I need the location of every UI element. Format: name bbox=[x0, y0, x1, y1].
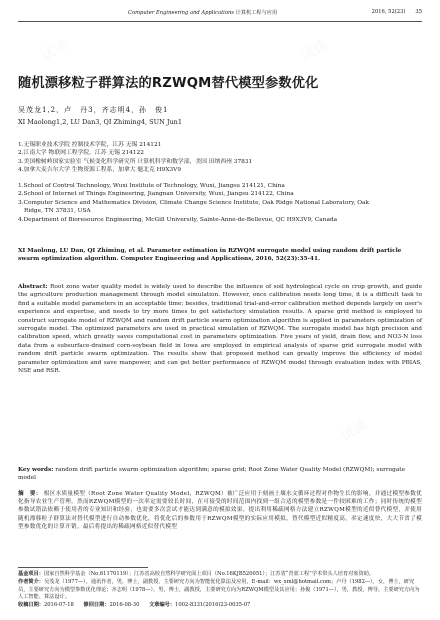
footnote-divider bbox=[18, 567, 148, 568]
abstract-cn bbox=[18, 490, 422, 531]
fund-text: 国家自然科学基金（No.61170119）；江苏省高校自然科学研究面上项目（No.16KJB520051）；江苏省“青蓝工程”学术带头人培育对象资助。 bbox=[43, 571, 375, 577]
affiliation-cn-item: 2.江南大学 物联网工程学院，江苏 无锡 214122 bbox=[18, 150, 144, 157]
watermark bbox=[337, 414, 371, 445]
article-number-label: 文章编号： bbox=[149, 602, 176, 609]
authors-en: XI Maolong1,2, LU Dan3, QI Zhiming4, SUN Jun1 bbox=[18, 118, 182, 126]
abstract-en-label: Abstract: bbox=[18, 284, 48, 290]
author-bio-text: 吴茂龙（1977—），通讯作者，男，博士，副教授，主要研究方向为智能优化算法及应用，E-mail：wx_xml@hotmail.com；卢丹（1982—），女，博士，研究员，主要研究方向为模型参数优化理论；齐志明（1978—），男，博士，副教授，主要研究方向为RZWQM模型及其应用；孙俊（1971—），男，教授，博导，主要研究方向为人工智能、算法设计。 bbox=[18, 578, 420, 601]
received-label: 收稿日期： bbox=[18, 602, 44, 609]
dates-note bbox=[18, 602, 422, 610]
affiliation-cn-item: 4.加拿大麦吉尔大学 生物资源工程系，加拿大 魁北克 H9X3V9 bbox=[18, 167, 182, 174]
affiliations-cn bbox=[18, 141, 422, 175]
keywords-en bbox=[18, 466, 422, 483]
abstract-cn-text: 根区水质量模型（Root Zone Water Quality Model，RZWQM）被广泛应用于刻画土壤水文循环过程对作物生长的影响，并通过模型参数优化指导农业生产管理。然而RZWQM模型的一次率定需要较长时间，在可接受的时间范围内找到一组合适的模型参数是一件较困难的工作；同时传统的模型参数试错法依赖于使用者的专业知识和经验，也需要多次尝试才能达到满意的模拟效果。提出利用稀疏网格方法建立RZWQM模型的近似替代模型，并使用随机漂移粒子群算法对替代模型进行自动参数优化，将优化后的参数用于RZWQM模型的实际应用模拟。替代模型近似精度高，率定速度快，大大节省了模型参数优化的计算开销。最后将提出的稀疏网格近似替代模型 bbox=[18, 491, 423, 530]
affiliation-cn-item: 3.美国橡树岭国家实验室 气候变化科学研究所 计算机科学和数学部，美国 田纳西州 37831 bbox=[18, 158, 253, 165]
author-note bbox=[18, 579, 422, 602]
affiliation-en-item: 3.Computer Science and Mathematics Division, Climate Change Science Institute, Oak Ridge National Laboratory, Oak bbox=[18, 199, 370, 206]
keywords-en-text: random drift particle swarm optimization algorithm; sparse grid; Root Zone Water Quality Model (RZWQM); surrogate model bbox=[18, 467, 406, 482]
paper-title: 随机漂移粒子群算法的RZWQM替代模型参数优化 bbox=[18, 76, 319, 91]
fund-note bbox=[18, 571, 422, 579]
issue-info: 2016, 52(23) bbox=[371, 9, 406, 15]
abstract-en bbox=[18, 283, 422, 375]
running-head bbox=[18, 6, 422, 18]
header-divider bbox=[18, 21, 422, 22]
keywords-en-label: Key words: bbox=[18, 467, 54, 473]
affiliation-en-item: 2.School of Internet of Things Engineering, Jiangnan University, Wuxi, Jiangsu 214122, China bbox=[18, 191, 294, 198]
authors-cn: 吴茂龙1,2，卢 丹3，齐志明4，孙 俊1 bbox=[18, 106, 169, 114]
affiliation-en-item: 4.Department of Bioresource Engineering, McGill University, Sainte-Anne-de-Bellevue, QC H9X3V9, Canada bbox=[18, 216, 338, 223]
affiliation-en-item: Ridge, TN 37831, USA bbox=[24, 208, 91, 215]
author-bio-label: 作者简介： bbox=[18, 578, 44, 585]
footnote bbox=[18, 571, 422, 610]
journal-name-en: Computer Engineering and Applications bbox=[128, 9, 234, 16]
revised-label: 修回日期： bbox=[83, 602, 110, 609]
article-number: 1002-8331(2016)23-0035-07 bbox=[175, 602, 251, 609]
abstract-cn-label: 摘 要： bbox=[18, 491, 42, 497]
fund-label: 基金项目： bbox=[18, 571, 44, 577]
citation: XI Maolong, LU Dan, QI Zhiming, et al. Parameter estimation in RZWQM surrogate model using random drift particle swarm optimization algorithm. Computer Engineering and Applications, 2016, 52(23):35-41. bbox=[18, 248, 402, 263]
watermark bbox=[297, 34, 331, 65]
page-number: 35 bbox=[415, 9, 422, 15]
affiliation-en-item: 1.School of Control Technology, Wuxi Institute of Technology, Wuxi, Jiangsu 214121, China bbox=[18, 183, 285, 189]
journal-name-cn: 计算机工程与应用 bbox=[235, 9, 278, 16]
watermark bbox=[37, 34, 71, 65]
abstract-en-text: Root zone water quality model is widely used to describe the influence of soil hydrological cycle on crop growth, and guide the agriculture production management through model simulation. However, once calibration needs long time, it is a difficult task to find a suitable model parameters in an acceptable time; besides, traditional trial-and-error calibration method depends largely on user's experience and expertise, and needs to try more times to get satisfactory simulation results. A sparse grid method is employed to construct surrogate model of RZWQM and random drift particle swarm optimization algorithm is applied in parameters optimization of surrogate model. The optimized parameters are used in practical simulation of RZWQM. The surrogate model has high precision and calibration speed, which greatly saves computational cost in parameters optimization. Five years of yield, drain flow, and NO3-N loss data from a subsurface-drained corn-soybean field in Iowa are employed in empirical analysis of sparse grid surrogate model with random drift particle swarm optimization. The results show that proposed method can greatly improve the efficiency of model parameter optimization and save manpower, and can get better performance of RZWQM model through evaluation index with PBIAS, NSE and RSR. bbox=[18, 284, 423, 375]
revised-date: 2016-08-30 bbox=[109, 602, 140, 609]
affiliations-en bbox=[18, 182, 422, 224]
received-date: 2016-07-18 bbox=[43, 602, 74, 609]
affiliation-cn-item: 1.无锡职业技术学院 控制技术学院，江苏 无锡 214121 bbox=[18, 142, 162, 148]
